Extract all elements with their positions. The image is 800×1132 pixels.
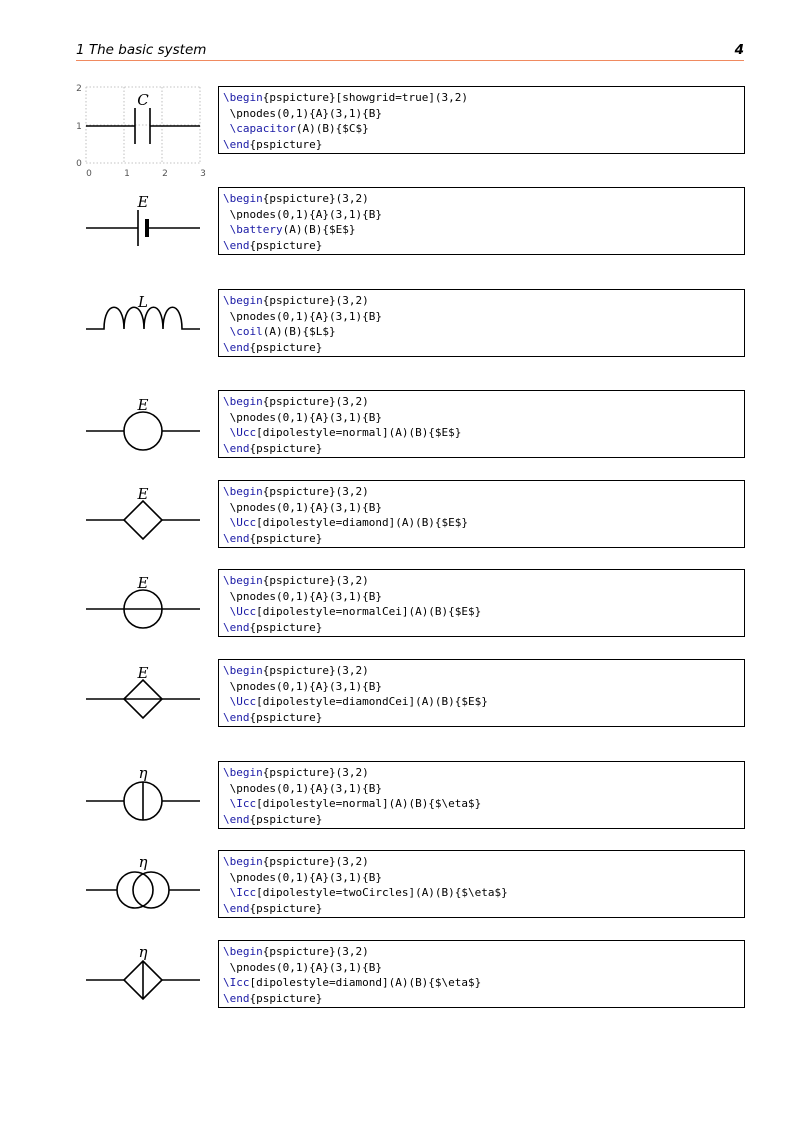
code-line: \pnodes(0,1){A}(3,1){B} <box>223 410 382 424</box>
icc-normal-diagram <box>74 761 214 857</box>
code-line: \begin{pspicture}(3,2) <box>223 574 369 587</box>
x-tick-3: 3 <box>200 169 206 179</box>
ucc-diamondcei-diagram <box>74 659 214 755</box>
code-box <box>218 850 745 918</box>
diamond-source-symbol <box>86 501 200 539</box>
code-line: \pnodes(0,1){A}(3,1){B} <box>223 106 382 120</box>
code-line: \pnodes(0,1){A}(3,1){B} <box>223 207 382 221</box>
y-tick-0: 0 <box>76 159 82 169</box>
code-line: \pnodes(0,1){A}(3,1){B} <box>223 500 382 514</box>
code-line: \begin{pspicture}[showgrid=true](3,2) <box>223 91 469 104</box>
code-line: \end{pspicture} <box>223 531 323 545</box>
symbol-label: η <box>138 853 148 871</box>
voltage-source-cei-symbol <box>86 590 200 628</box>
code-line: \begin{pspicture}(3,2) <box>223 664 369 677</box>
code-line: \Ucc[dipolestyle=diamondCei](A)(B){$E$} <box>229 695 488 708</box>
symbol-label: E <box>137 574 149 592</box>
code-line: \Icc[dipolestyle=twoCircles](A)(B){$\eta$} <box>229 886 508 899</box>
code-line: \Ucc[dipolestyle=normalCei](A)(B){$E$} <box>229 605 482 618</box>
code-line: \end{pspicture} <box>223 991 323 1005</box>
code-box <box>218 761 745 829</box>
code-line: \Ucc[dipolestyle=diamond](A)(B){$E$} <box>229 516 469 529</box>
battery-diagram <box>74 187 214 283</box>
two-circles-source-symbol <box>86 872 200 908</box>
code-box <box>218 480 745 548</box>
ucc-normalcei-diagram <box>74 569 214 665</box>
code-line: \end{pspicture} <box>223 441 323 455</box>
running-header-title: 1 The basic system <box>76 42 207 58</box>
code-line: \pnodes(0,1){A}(3,1){B} <box>223 960 382 974</box>
icc-twocircles-diagram <box>74 850 214 946</box>
code-line: \battery(A)(B){$E$} <box>229 223 356 236</box>
symbol-label: L <box>138 293 148 311</box>
page-header <box>76 42 744 60</box>
code-line: \capacitor(A)(B){$C$} <box>229 122 369 135</box>
code-box <box>218 569 745 637</box>
diamond-source-cei-symbol <box>86 680 200 718</box>
symbol-label: η <box>138 943 148 961</box>
code-line: \Ucc[dipolestyle=normal](A)(B){$E$} <box>229 426 462 439</box>
code-line: \pnodes(0,1){A}(3,1){B} <box>223 679 382 693</box>
header-rule <box>76 60 744 61</box>
code-box <box>218 86 745 154</box>
code-line: \Icc[dipolestyle=normal](A)(B){$\eta$} <box>229 797 482 810</box>
code-line: \end{pspicture} <box>223 137 323 151</box>
x-tick-1: 1 <box>124 169 130 179</box>
code-line: \end{pspicture} <box>223 901 323 915</box>
code-line: \end{pspicture} <box>223 710 323 724</box>
symbol-label: E <box>137 396 149 414</box>
code-line: \end{pspicture} <box>223 812 323 826</box>
ucc-diamond-diagram <box>74 480 214 576</box>
symbol-label: E <box>137 485 149 503</box>
battery-symbol <box>86 210 200 246</box>
y-tick-2: 2 <box>76 84 82 94</box>
code-line: \begin{pspicture}(3,2) <box>223 855 369 868</box>
symbol-label: η <box>138 764 148 782</box>
code-box <box>218 659 745 727</box>
voltage-source-symbol <box>86 412 200 450</box>
code-line: \begin{pspicture}(3,2) <box>223 945 369 958</box>
code-line: \pnodes(0,1){A}(3,1){B} <box>223 589 382 603</box>
code-line: \begin{pspicture}(3,2) <box>223 485 369 498</box>
symbol-label: E <box>137 664 149 682</box>
coil-diagram <box>74 289 214 385</box>
ucc-normal-diagram <box>74 390 214 486</box>
code-line: \Icc[dipolestyle=diamond](A)(B){$\eta$} <box>223 976 482 989</box>
current-source-symbol <box>86 782 200 820</box>
y-tick-1: 1 <box>76 122 82 132</box>
code-line: \end{pspicture} <box>223 620 323 634</box>
code-line: \pnodes(0,1){A}(3,1){B} <box>223 309 382 323</box>
symbol-label: C <box>137 91 149 109</box>
code-line: \begin{pspicture}(3,2) <box>223 395 369 408</box>
code-box <box>218 289 745 357</box>
page-number: 4 <box>734 42 744 58</box>
capacitor-diagram <box>74 86 214 182</box>
symbol-label: E <box>137 193 149 211</box>
x-tick-0: 0 <box>86 169 92 179</box>
code-line: \pnodes(0,1){A}(3,1){B} <box>223 781 382 795</box>
code-box <box>218 187 745 255</box>
code-line: \begin{pspicture}(3,2) <box>223 294 369 307</box>
x-tick-2: 2 <box>162 169 168 179</box>
code-box <box>218 390 745 458</box>
icc-diamond-diagram <box>74 940 214 1036</box>
capacitor-symbol <box>86 108 200 144</box>
diamond-current-source-symbol <box>86 961 200 999</box>
code-line: \pnodes(0,1){A}(3,1){B} <box>223 870 382 884</box>
code-line: \begin{pspicture}(3,2) <box>223 766 369 779</box>
code-line: \coil(A)(B){$L$} <box>229 325 336 338</box>
code-line: \begin{pspicture}(3,2) <box>223 192 369 205</box>
code-line: \end{pspicture} <box>223 340 323 354</box>
code-box <box>218 940 745 1008</box>
code-line: \end{pspicture} <box>223 238 323 252</box>
